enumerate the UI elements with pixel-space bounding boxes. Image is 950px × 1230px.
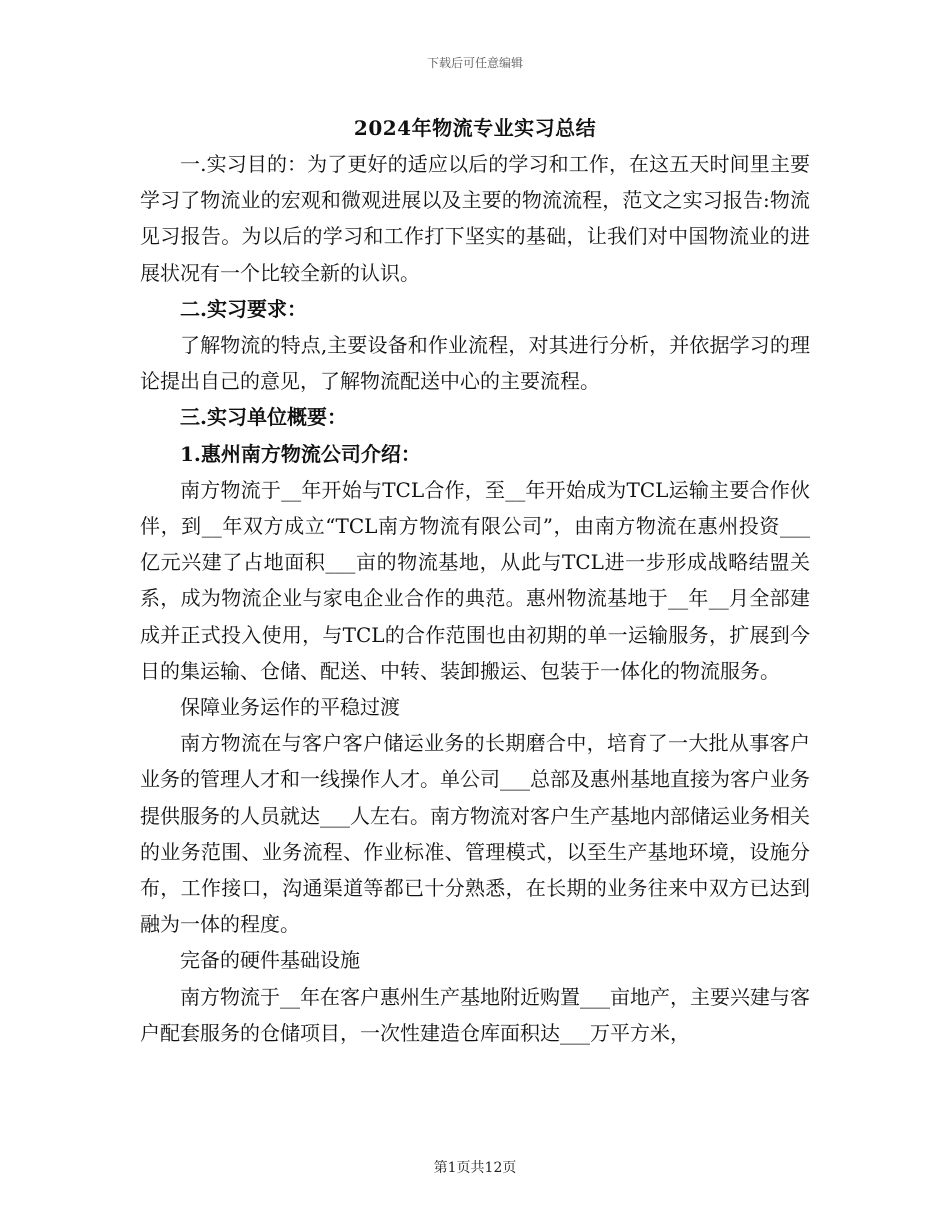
heading-unit-overview: 三.实习单位概要： — [180, 405, 347, 430]
page-footer: 第1页共12页 — [433, 1160, 517, 1176]
paragraph-requirements: 了解物流的特点,主要设备和作业流程，对其进行分析，并依据学习的理论提出自己的意见，了解物流配送中心的主要流程。 — [140, 333, 810, 394]
document-title: 2024年物流专业实习总结 — [353, 116, 597, 140]
heading-requirements: 二.实习要求： — [180, 296, 307, 321]
subheading-smooth-transition: 保障业务运作的平稳过渡 — [180, 695, 400, 720]
subheading-infrastructure: 完备的硬件基础设施 — [180, 948, 360, 973]
paragraph-smooth-transition: 南方物流在与客户客户储运业务的长期磨合中，培育了一大批从事客户业务的管理人才和一线操作人才。单公司___总部及惠州基地直接为客户业务提供服务的人员就达___人左右。南方物流对客户生产基地内部储运业务相关的业务范围、业务流程、作业标准、管理模式，以至生产基地环境，设施分布，工作接口，沟通渠道等都已十分熟悉，在长期的业务往来中双方已达到融为一体的程度。 — [140, 731, 810, 937]
paragraph-company-intro: 南方物流于__年开始与TCL合作，至__年开始成为TCL运输主要合作伙伴，到__年双方成立“TCL南方物流有限公司”，由南方物流在惠州投资___亿元兴建了占地面积___亩的物流基地，从此与TCL进一步形成战略结盟关系，成为物流企业与家电企业合作的典范。惠州物流基地于__年__月全部建成并正式投入使用，与TCL的合作范围也由初期的单一运输服务，扩展到今日的集运输、仓储、配送、中转、装卸搬运、包装于一体化的物流服务。 — [140, 477, 810, 683]
document-body — [140, 146, 810, 1051]
paragraph-infrastructure: 南方物流于__年在客户惠州生产基地附近购置___亩地产，主要兴建与客户配套服务的仓储项目，一次性建造仓库面积达___万平方米， — [140, 984, 810, 1045]
paragraph-purpose: 一.实习目的：为了更好的适应以后的学习和工作，在这五天时间里主要学习了物流业的宏观和微观进展以及主要的物流流程，范文之实习报告:物流见习报告。为以后的学习和工作打下坚实的基础，让我们对中国物流业的进展状况有一个比较全新的认识。 — [140, 152, 810, 285]
heading-company-intro: 1.惠州南方物流公司介绍： — [180, 441, 421, 466]
header-note: 下载后可任意编辑 — [426, 56, 523, 70]
